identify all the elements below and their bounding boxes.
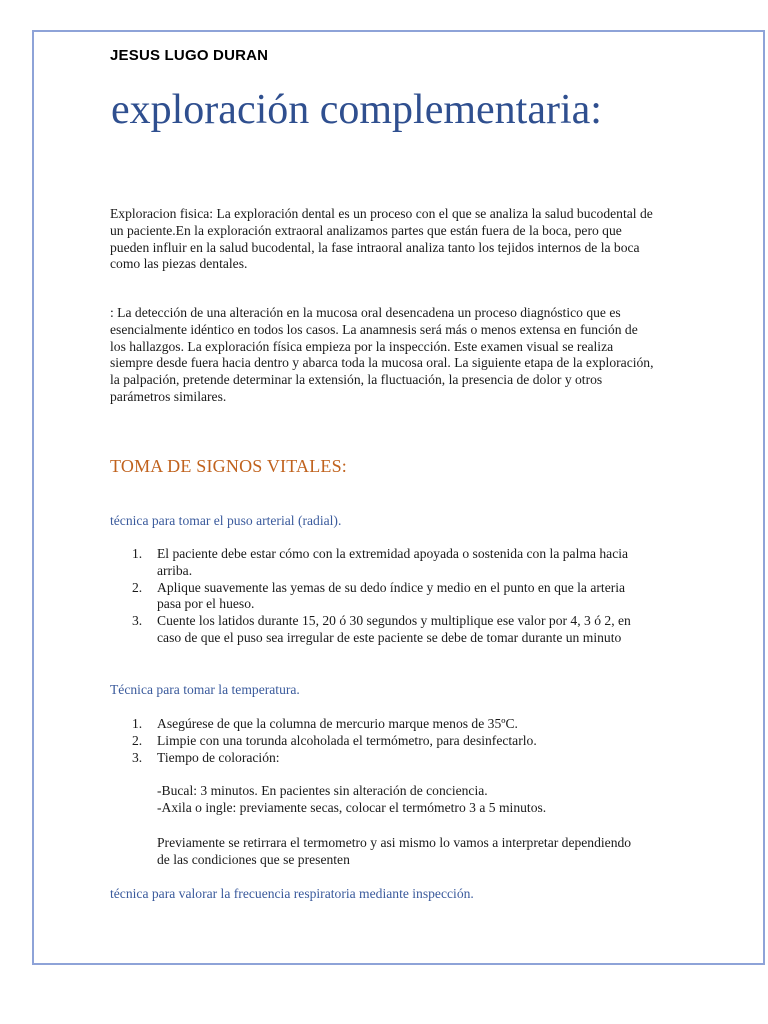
list-item-text: Asegúrese de que la columna de mercurio marque menos de 35ºC. [157,716,518,731]
list-number: 1. [132,546,143,561]
document-title: exploración complementaria: [111,87,602,133]
subheading-frecuencia-respiratoria: técnica para valorar la frecuencia respiratoria mediante inspección. [110,886,474,901]
list-pulso-steps [110,546,650,647]
section-heading-signos-vitales: TOMA DE SIGNOS VITALES: [110,456,348,476]
text-nota-termometro: Previamente se retirrara el termometro y asi mismo lo vamos a interpretar dependiendo de las condiciones que se presenten [157,835,632,867]
list-item-text: Cuente los latidos durante 15, 20 ó 30 segundos y multiplique ese valor por 4, 3 ó 2, en caso de que el puso sea irregular de este paciente se debe de tomar durante un minuto [157,613,631,645]
list-item-text: Limpie con una torunda alcoholada el termómetro, para desinfectarlo. [157,732,537,748]
list-item [110,580,650,614]
list-number: 2. [132,732,143,748]
list-item [110,546,650,580]
page-border [32,30,765,965]
list-item [110,613,650,647]
subheading-pulso: técnica para tomar el puso arterial (radial). [110,513,342,528]
paragraph-deteccion: : La detección de una alteración en la mucosa oral desencadena un proceso diagnóstico que es esencialmente idéntico en todos los casos. La anamnesis será más o menos extensa en función de los hallazgos. La exploración física empieza por la inspección. Este examen visual se realiza siempre desde fuera hacia dentro y abarca toda la mucosa oral. La siguiente etapa de la exploración, la palpación, pretende determinar la extensión, la fluctuación, la presencia de dolor y otros parámetros similares. [110,305,654,404]
list-item-text: Tiempo de coloración: [157,749,280,765]
subheading-temperatura: Técnica para tomar la temperatura. [110,682,300,697]
list-item [110,716,650,733]
text-bucal: -Bucal: 3 minutos. En pacientes sin alteración de conciencia. [157,783,488,798]
list-item-text: El paciente debe estar cómo con la extremidad apoyada o sostenida con la palma hacia arriba. [157,546,629,578]
paragraph-exploracion-fisica: Exploracion fisica: La exploración dental es un proceso con el que se analiza la salud bucodental de un paciente.En la exploración extraoral analizamos partes que están fuera de la boca, pero que pueden influir en la salud bucodental, la fase intraoral analiza tanto los tejidos internos de la boca como las piezas dentales. [110,206,653,272]
list-number: 2. [132,579,143,595]
text-axila: -Axila o ingle: previamente secas, colocar el termómetro 3 a 5 minutos. [157,800,547,815]
list-number: 3. [132,613,143,629]
list-number: 1. [132,716,143,731]
list-item-text: Aplique suavemente las yemas de su dedo índice y medio en el punto en que la arteria pasa por el hueso. [157,579,626,612]
list-item [110,750,650,767]
list-number: 3. [132,749,143,765]
list-temperatura-steps [110,716,650,766]
author-name: JESUS LUGO DURAN [110,47,269,64]
list-item [110,733,650,750]
